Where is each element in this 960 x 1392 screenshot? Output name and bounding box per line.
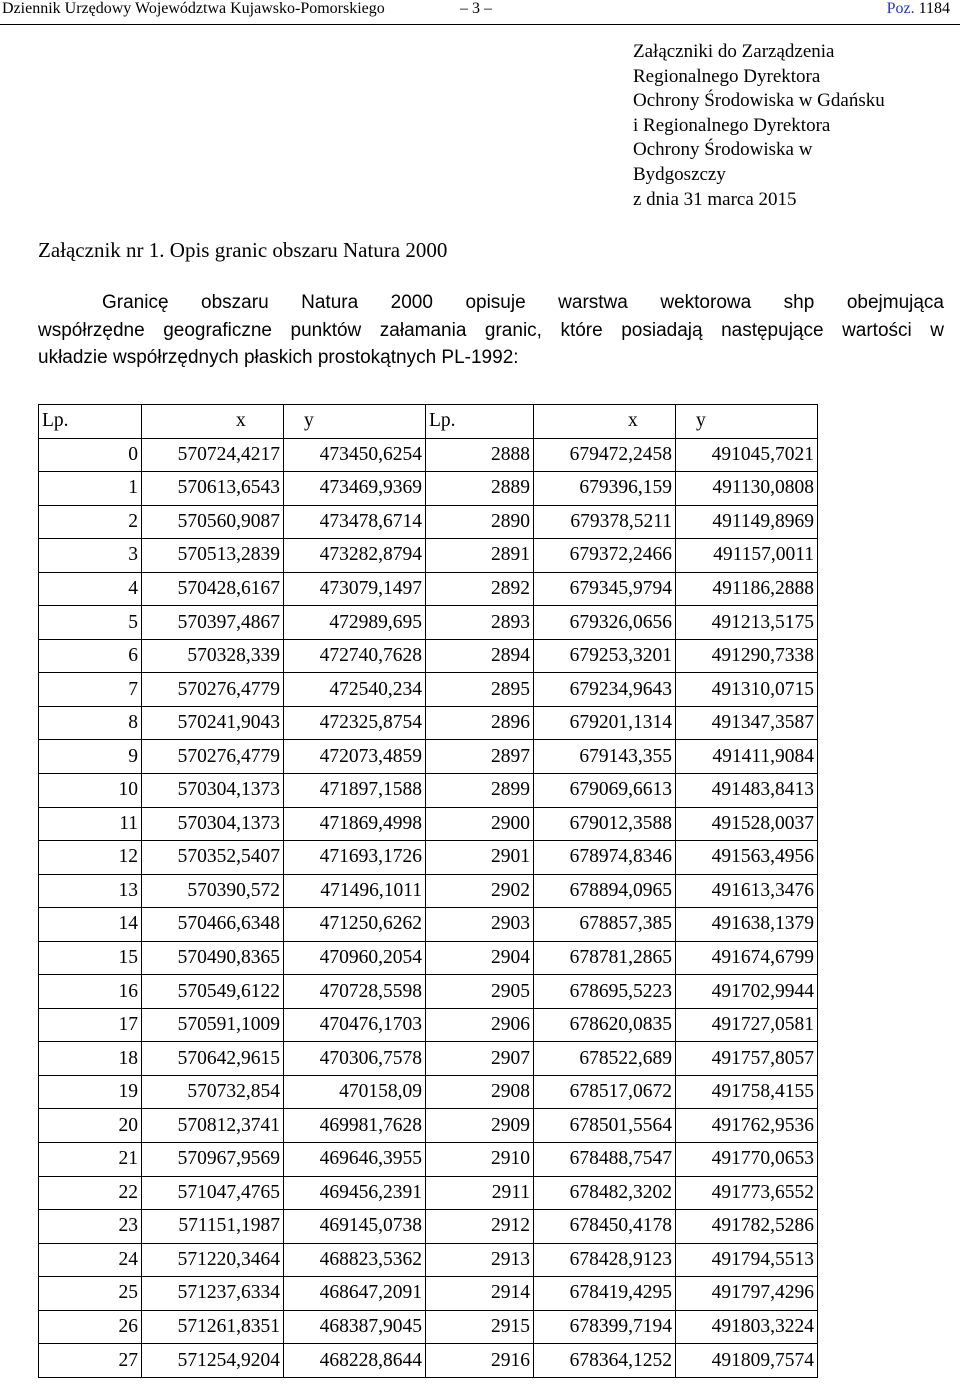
cell-y: 469145,0738: [284, 1210, 426, 1244]
cell-lp: 2890: [426, 505, 534, 539]
table-row: [39, 740, 818, 774]
cell-x: 571151,1987: [142, 1210, 284, 1244]
intro-line: Granicę obszaru Natura 2000 opisuje warstwa wektorowa shp obejmująca: [102, 292, 944, 313]
position-label[interactable]: Poz.: [886, 0, 915, 17]
cell-lp: 5: [39, 606, 142, 640]
cell-y: 472989,695: [284, 606, 426, 640]
cell-lp: 11: [39, 807, 142, 841]
cell-lp: 2893: [426, 606, 534, 640]
cell-x: 679201,1314: [534, 706, 676, 740]
cell-x: 678450,4178: [534, 1210, 676, 1244]
cell-y: 468228,8644: [284, 1344, 426, 1378]
cell-y: 491674,6799: [676, 941, 818, 975]
table-row: [39, 774, 818, 808]
cell-x: 678620,0835: [534, 1008, 676, 1042]
cell-lp: 2911: [426, 1176, 534, 1210]
header-y: y: [676, 405, 818, 439]
coordinates-table: [38, 404, 818, 1378]
attachment-line: i Regionalnego Dyrektora: [633, 114, 831, 136]
cell-y: 469981,7628: [284, 1109, 426, 1143]
cell-lp: 23: [39, 1210, 142, 1244]
table-row: [39, 1243, 818, 1277]
cell-x: 570328,339: [142, 639, 284, 673]
cell-y: 491347,3587: [676, 706, 818, 740]
cell-x: 570724,4217: [142, 438, 284, 472]
cell-lp: 22: [39, 1176, 142, 1210]
cell-x: 570560,9087: [142, 505, 284, 539]
cell-y: 491157,0011: [676, 539, 818, 573]
header-x: x: [534, 405, 676, 439]
cell-y: 491782,5286: [676, 1210, 818, 1244]
cell-y: 491638,1379: [676, 908, 818, 942]
cell-y: 470158,09: [284, 1075, 426, 1109]
cell-x: 571261,8351: [142, 1310, 284, 1344]
cell-x: 570613,6543: [142, 472, 284, 506]
attachment-line: Ochrony Środowiska w Gdańsku: [633, 90, 885, 112]
cell-lp: 2907: [426, 1042, 534, 1076]
cell-lp: 2912: [426, 1210, 534, 1244]
cell-y: 472073,4859: [284, 740, 426, 774]
cell-x: 678419,4295: [534, 1277, 676, 1311]
cell-y: 473079,1497: [284, 572, 426, 606]
cell-x: 571254,9204: [142, 1344, 284, 1378]
cell-lp: 2916: [426, 1344, 534, 1378]
table-row: [39, 941, 818, 975]
cell-y: 491130,0808: [676, 472, 818, 506]
page-header: [0, 0, 960, 25]
cell-lp: 0: [39, 438, 142, 472]
cell-lp: 2908: [426, 1075, 534, 1109]
cell-lp: 2891: [426, 539, 534, 573]
cell-y: 471250,6262: [284, 908, 426, 942]
table-row: [39, 438, 818, 472]
cell-y: 491149,8969: [676, 505, 818, 539]
journal-title: Dziennik Urzędowy Województwa Kujawsko-Pomorskiego: [2, 0, 385, 17]
cell-x: 679372,2466: [534, 539, 676, 573]
cell-lp: 2895: [426, 673, 534, 707]
cell-y: 472325,8754: [284, 706, 426, 740]
cell-y: 491483,8413: [676, 774, 818, 808]
position-reference: [887, 0, 950, 18]
cell-x: 570304,1373: [142, 774, 284, 808]
cell-x: 679143,355: [534, 740, 676, 774]
table-row: [39, 1109, 818, 1143]
cell-y: 491803,3224: [676, 1310, 818, 1344]
cell-lp: 2896: [426, 706, 534, 740]
cell-x: 570967,9569: [142, 1143, 284, 1177]
page-number: – 3 –: [460, 0, 492, 17]
cell-x: 678364,1252: [534, 1344, 676, 1378]
cell-lp: 2900: [426, 807, 534, 841]
cell-y: 491528,0037: [676, 807, 818, 841]
cell-y: 473469,9369: [284, 472, 426, 506]
attachment-line: z dnia 31 marca 2015: [633, 188, 797, 210]
table-row: [39, 706, 818, 740]
cell-y: 491758,4155: [676, 1075, 818, 1109]
cell-lp: 13: [39, 874, 142, 908]
position-number: 1184: [918, 0, 950, 17]
intro-line: układzie współrzędnych płaskich prostokątnych PL-1992:: [38, 347, 519, 368]
cell-lp: 1: [39, 472, 142, 506]
cell-x: 571237,6334: [142, 1277, 284, 1311]
cell-x: 678428,9123: [534, 1243, 676, 1277]
cell-y: 470306,7578: [284, 1042, 426, 1076]
cell-x: 678501,5564: [534, 1109, 676, 1143]
table-row: [39, 1344, 818, 1378]
cell-lp: 2905: [426, 975, 534, 1009]
cell-x: 570304,1373: [142, 807, 284, 841]
cell-y: 491613,3476: [676, 874, 818, 908]
cell-x: 678894,0965: [534, 874, 676, 908]
cell-x: 679472,2458: [534, 438, 676, 472]
cell-lp: 2889: [426, 472, 534, 506]
cell-x: 570276,4779: [142, 673, 284, 707]
cell-y: 491045,7021: [676, 438, 818, 472]
cell-lp: 2909: [426, 1109, 534, 1143]
cell-lp: 2894: [426, 639, 534, 673]
cell-x: 678488,7547: [534, 1143, 676, 1177]
cell-lp: 2888: [426, 438, 534, 472]
attachment-line: Bydgoszczy: [633, 163, 726, 185]
cell-lp: 2904: [426, 941, 534, 975]
cell-x: 678781,2865: [534, 941, 676, 975]
table-row: [39, 841, 818, 875]
cell-y: 470728,5598: [284, 975, 426, 1009]
cell-lp: 2902: [426, 874, 534, 908]
cell-x: 570428,6167: [142, 572, 284, 606]
cell-x: 678399,7194: [534, 1310, 676, 1344]
cell-lp: 14: [39, 908, 142, 942]
cell-lp: 7: [39, 673, 142, 707]
table-row: [39, 1042, 818, 1076]
cell-x: 570642,9615: [142, 1042, 284, 1076]
cell-y: 491727,0581: [676, 1008, 818, 1042]
cell-y: 491762,9536: [676, 1109, 818, 1143]
cell-lp: 3: [39, 539, 142, 573]
attachment-line: Ochrony Środowiska w: [633, 139, 813, 161]
attachment-info: [633, 40, 953, 212]
cell-y: 473478,6714: [284, 505, 426, 539]
attachment-line: Załączniki do Zarządzenia: [633, 41, 835, 62]
cell-y: 491809,7574: [676, 1344, 818, 1378]
cell-y: 472540,234: [284, 673, 426, 707]
table-row: [39, 505, 818, 539]
cell-x: 679012,3588: [534, 807, 676, 841]
cell-x: 678517,0672: [534, 1075, 676, 1109]
cell-x: 570490,8365: [142, 941, 284, 975]
cell-lp: 2901: [426, 841, 534, 875]
cell-lp: 2914: [426, 1277, 534, 1311]
cell-x: 571047,4765: [142, 1176, 284, 1210]
cell-x: 570591,1009: [142, 1008, 284, 1042]
cell-y: 470476,1703: [284, 1008, 426, 1042]
cell-lp: 10: [39, 774, 142, 808]
cell-y: 491290,7338: [676, 639, 818, 673]
cell-lp: 2903: [426, 908, 534, 942]
cell-lp: 21: [39, 1143, 142, 1177]
cell-y: 468823,5362: [284, 1243, 426, 1277]
cell-lp: 24: [39, 1243, 142, 1277]
cell-x: 678974,8346: [534, 841, 676, 875]
cell-x: 679396,159: [534, 472, 676, 506]
cell-y: 471496,1011: [284, 874, 426, 908]
cell-y: 491773,6552: [676, 1176, 818, 1210]
cell-lp: 2897: [426, 740, 534, 774]
cell-x: 678522,689: [534, 1042, 676, 1076]
intro-line: współrzędne geograficzne punktów załamania granic, które posiadają następujące wartości w: [38, 319, 944, 341]
table-row: [39, 807, 818, 841]
cell-y: 473450,6254: [284, 438, 426, 472]
cell-x: 570513,2839: [142, 539, 284, 573]
cell-x: 570352,5407: [142, 841, 284, 875]
cell-y: 468647,2091: [284, 1277, 426, 1311]
cell-y: 491213,5175: [676, 606, 818, 640]
table-row: [39, 673, 818, 707]
header-y: y: [284, 405, 426, 439]
table-row: [39, 908, 818, 942]
table-row: [39, 1277, 818, 1311]
cell-y: 491797,4296: [676, 1277, 818, 1311]
cell-lp: 2899: [426, 774, 534, 808]
cell-x: 570812,3741: [142, 1109, 284, 1143]
cell-x: 678482,3202: [534, 1176, 676, 1210]
cell-x: 570397,4867: [142, 606, 284, 640]
cell-y: 471897,1588: [284, 774, 426, 808]
cell-lp: 19: [39, 1075, 142, 1109]
cell-y: 469646,3955: [284, 1143, 426, 1177]
cell-x: 679378,5211: [534, 505, 676, 539]
cell-y: 491770,0653: [676, 1143, 818, 1177]
cell-lp: 27: [39, 1344, 142, 1378]
cell-x: 679345,9794: [534, 572, 676, 606]
cell-y: 472740,7628: [284, 639, 426, 673]
table-row: [39, 606, 818, 640]
cell-x: 570549,6122: [142, 975, 284, 1009]
cell-x: 678695,5223: [534, 975, 676, 1009]
header-lp: Lp.: [426, 405, 534, 439]
cell-x: 570241,9043: [142, 706, 284, 740]
annex-title: Załącznik nr 1. Opis granic obszaru Natura 2000: [38, 238, 448, 262]
cell-lp: 8: [39, 706, 142, 740]
cell-x: 570390,572: [142, 874, 284, 908]
cell-lp: 2892: [426, 572, 534, 606]
intro-paragraph: [38, 289, 944, 372]
cell-x: 570732,854: [142, 1075, 284, 1109]
cell-y: 469456,2391: [284, 1176, 426, 1210]
table-row: [39, 975, 818, 1009]
header-x: x: [142, 405, 284, 439]
cell-y: 491757,8057: [676, 1042, 818, 1076]
cell-x: 679234,9643: [534, 673, 676, 707]
cell-lp: 16: [39, 975, 142, 1009]
cell-x: 679326,0656: [534, 606, 676, 640]
cell-lp: 12: [39, 841, 142, 875]
cell-x: 570466,6348: [142, 908, 284, 942]
cell-lp: 17: [39, 1008, 142, 1042]
cell-x: 571220,3464: [142, 1243, 284, 1277]
table-row: [39, 572, 818, 606]
attachment-line: Regionalnego Dyrektora: [633, 65, 821, 87]
cell-lp: 2915: [426, 1310, 534, 1344]
cell-lp: 6: [39, 639, 142, 673]
cell-lp: 15: [39, 941, 142, 975]
cell-lp: 18: [39, 1042, 142, 1076]
table-row: [39, 1176, 818, 1210]
cell-y: 491702,9944: [676, 975, 818, 1009]
table-row: [39, 1143, 818, 1177]
cell-lp: 2906: [426, 1008, 534, 1042]
cell-lp: 9: [39, 740, 142, 774]
cell-x: 678857,385: [534, 908, 676, 942]
table-row: [39, 539, 818, 573]
cell-y: 491310,0715: [676, 673, 818, 707]
cell-lp: 26: [39, 1310, 142, 1344]
table-row: [39, 472, 818, 506]
table-row: [39, 1210, 818, 1244]
cell-y: 468387,9045: [284, 1310, 426, 1344]
cell-lp: 20: [39, 1109, 142, 1143]
cell-lp: 4: [39, 572, 142, 606]
table-row: [39, 639, 818, 673]
cell-y: 471693,1726: [284, 841, 426, 875]
cell-y: 491411,9084: [676, 740, 818, 774]
cell-y: 473282,8794: [284, 539, 426, 573]
cell-lp: 25: [39, 1277, 142, 1311]
cell-y: 470960,2054: [284, 941, 426, 975]
table-row: [39, 1008, 818, 1042]
header-lp: Lp.: [39, 405, 142, 439]
cell-lp: 2910: [426, 1143, 534, 1177]
cell-lp: 2913: [426, 1243, 534, 1277]
cell-x: 679069,6613: [534, 774, 676, 808]
cell-y: 491794,5513: [676, 1243, 818, 1277]
cell-x: 679253,3201: [534, 639, 676, 673]
cell-lp: 2: [39, 505, 142, 539]
table-row: [39, 1310, 818, 1344]
table-row: [39, 874, 818, 908]
table-header-row: [39, 405, 818, 439]
cell-y: 491563,4956: [676, 841, 818, 875]
table-row: [39, 1075, 818, 1109]
cell-y: 471869,4998: [284, 807, 426, 841]
cell-y: 491186,2888: [676, 572, 818, 606]
cell-x: 570276,4779: [142, 740, 284, 774]
